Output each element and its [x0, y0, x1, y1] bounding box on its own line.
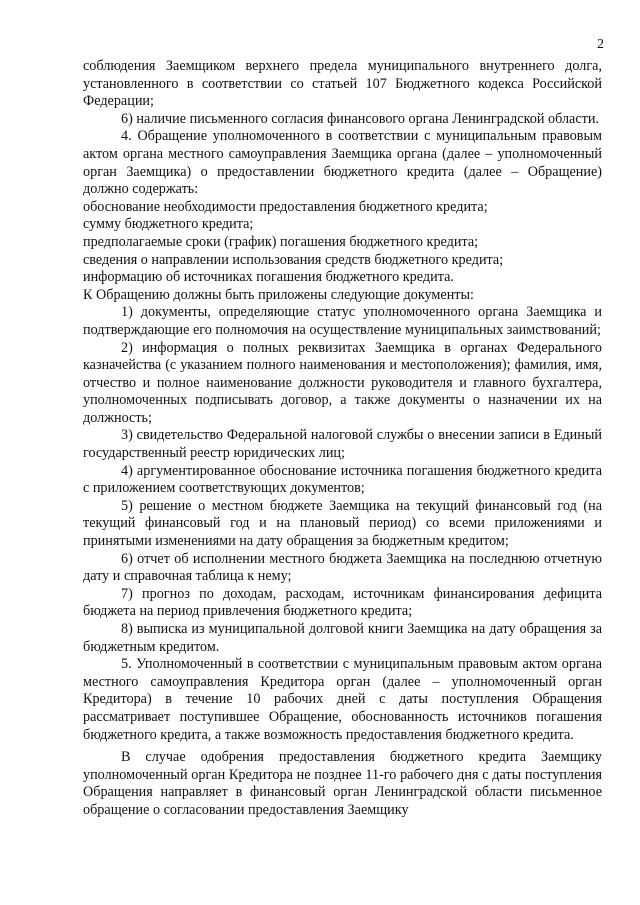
page-number: 2: [597, 37, 604, 52]
attachment-item: 6) отчет об исполнении местного бюджета Заемщика на последнюю отчетную дату и справочная таблица к нему;: [83, 550, 602, 585]
attachment-item: 8) выписка из муниципальной долговой книги Заемщика на дату обращения за бюджетным кредитом.: [83, 621, 602, 655]
attachment-item: 5) решение о местном бюджете Заемщика на текущий финансовый год (на текущий финансовый год и на плановый период) со всеми приложениями и принятыми изменениями на дату обращения за бюджетным кредитом;: [83, 497, 602, 550]
attachment-item: 2) информация о полных реквизитах Заемщика в органах Федерального казначейства (с указанием полного наименования и местоположения); фамилия, имя, отчество и полное наименование должности руководителя и главного бухгалтера, уполномоченных подписывать договор, а также документы о назначении их на должность;: [83, 339, 602, 426]
requirement-line: предполагаемые сроки (график) погашения бюджетного кредита;: [83, 233, 479, 250]
paragraph-continuation: соблюдения Заемщиком верхнего предела муниципального внутреннего долга, установленного в соответствии со статьей 107 Бюджетного кодекса Российской Федерации;: [83, 58, 602, 110]
paragraph-item-6: 6) наличие письменного согласия финансового органа Ленинградской области.: [121, 110, 599, 127]
attachment-item: 1) документы, определяющие статус уполномоченного органа Заемщика и подтверждающие его полномочия на осуществление муниципальных заимствований;: [83, 304, 602, 338]
attachment-item: 4) аргументированное обоснование источника погашения бюджетного кредита с приложением соответствующих документов;: [83, 462, 602, 497]
paragraph-approval: В случае одобрения предоставления бюджетного кредита Заемщику уполномоченный орган Кредитора не позднее 11-го рабочего дня с даты поступления Обращения направляет в финансовый орган Ленинградской области письменное обращение о согласовании предоставления Заемщику: [83, 749, 602, 818]
requirement-line: сумму бюджетного кредита;: [83, 216, 254, 233]
requirement-line: информацию об источниках погашения бюджетного кредита.: [83, 269, 454, 286]
attachments-intro: К Обращению должны быть приложены следующие документы:: [83, 286, 474, 303]
requirement-line: обоснование необходимости предоставления бюджетного кредита;: [83, 198, 488, 215]
attachment-item: 3) свидетельство Федеральной налоговой службы о внесении записи в Единый государственный реестр юридических лиц;: [83, 427, 602, 462]
paragraph-section-4: 4. Обращение уполномоченного в соответствии с муниципальным правовым актом органа местного самоуправления Заемщика органа (далее – уполномоченный орган Заемщика) о предоставлении бюджетного кредита (далее – Обращение) должно содержать:: [83, 128, 602, 198]
requirement-line: сведения о направлении использования средств бюджетного кредита;: [83, 251, 504, 268]
paragraph-section-5: 5. Уполномоченный в соответствии с муниципальным правовым актом органа местного самоуправления Кредитора орган (далее – уполномоченный орган Кредитора) в течение 10 рабочих дней с даты поступления Обращения рассматривает поступившее Обращение, обоснованность источников погашения бюджетного кредита, а также возможность предоставления бюджетного кредита.: [83, 656, 602, 743]
attachment-item: 7) прогноз по доходам, расходам, источникам финансирования дефицита бюджета на период привлечения бюджетного кредита;: [83, 585, 602, 620]
document-body: [83, 58, 602, 820]
